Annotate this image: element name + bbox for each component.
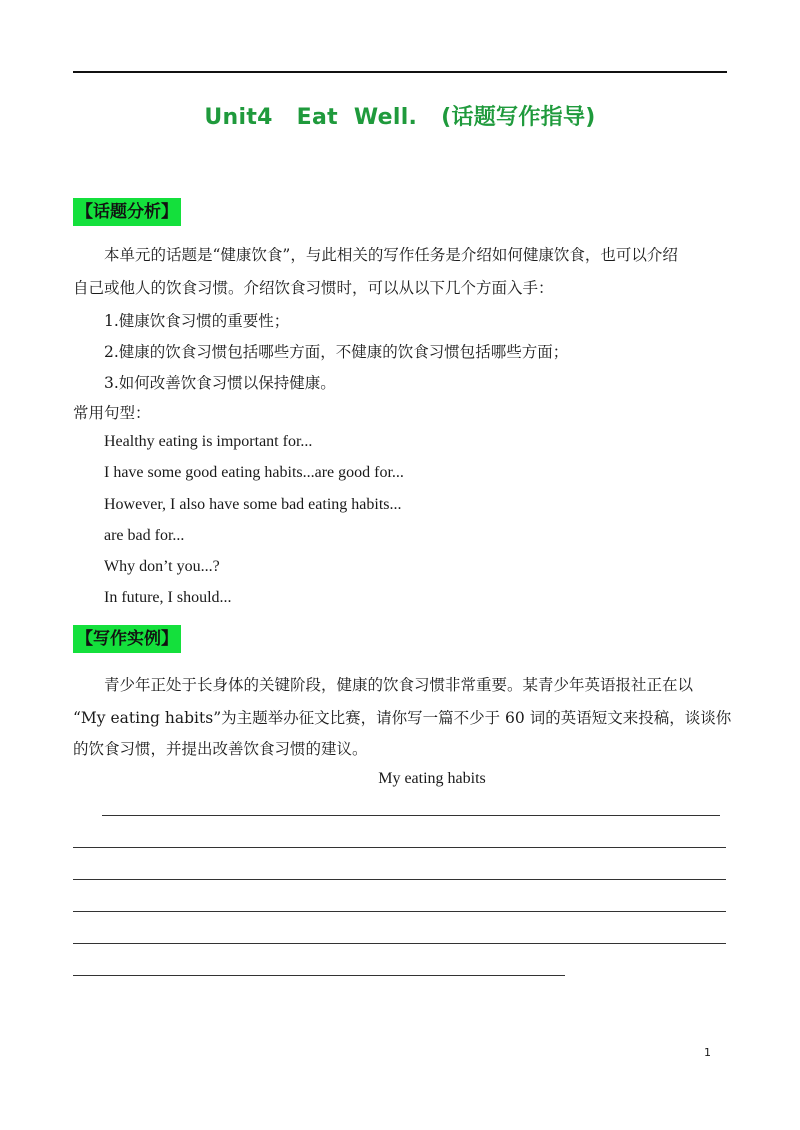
example-prompt-line-2: “My eating habits”为主题举办征文比赛，请你写一篇不少于 60 词的英语短文来投稿，谈谈你 <box>73 709 732 727</box>
sentence-pattern-1: Healthy eating is important for... <box>104 433 313 450</box>
sentence-pattern-2: I have some good eating habits...are good for... <box>104 464 404 481</box>
writing-line <box>102 815 720 816</box>
analysis-paragraph-line-2: 自己或他人的饮食习惯。介绍饮食习惯时，可以从以下几个方面入手： <box>73 279 554 297</box>
writing-line <box>73 879 726 880</box>
analysis-point-2: 2.健康的饮食习惯包括哪些方面，不健康的饮食习惯包括哪些方面； <box>104 343 569 361</box>
section-heading-example: 【写作实例】 <box>73 625 181 653</box>
sentence-pattern-4: are bad for... <box>104 527 185 544</box>
writing-line <box>73 943 726 944</box>
page-title: Unit4 Eat Well. (话题写作指导) <box>204 105 596 130</box>
example-prompt-line-3: 的饮食习惯，并提出改善饮食习惯的建议。 <box>73 740 368 758</box>
sentence-pattern-3: However, I also have some bad eating habits... <box>104 496 402 513</box>
analysis-point-3: 3.如何改善饮食习惯以保持健康。 <box>104 374 336 392</box>
header-rule <box>73 71 727 73</box>
sentence-pattern-5: Why don’t you...? <box>104 558 220 575</box>
analysis-paragraph-line-1: 本单元的话题是“健康饮食”，与此相关的写作任务是介绍如何健康饮食，也可以介绍 <box>104 246 678 264</box>
writing-line <box>73 847 726 848</box>
sentences-label: 常用句型： <box>73 404 151 422</box>
page-number: 1 <box>704 1046 711 1059</box>
sentence-pattern-6: In future, I should... <box>104 589 232 606</box>
writing-line <box>73 911 726 912</box>
essay-title: My eating habits <box>378 770 486 787</box>
example-prompt-line-1: 青少年正处于长身体的关键阶段，健康的饮食习惯非常重要。某青少年英语报社正在以 <box>104 676 694 694</box>
writing-line <box>73 975 565 976</box>
analysis-point-1: 1.健康饮食习惯的重要性； <box>104 312 290 330</box>
section-heading-analysis: 【话题分析】 <box>73 198 181 226</box>
